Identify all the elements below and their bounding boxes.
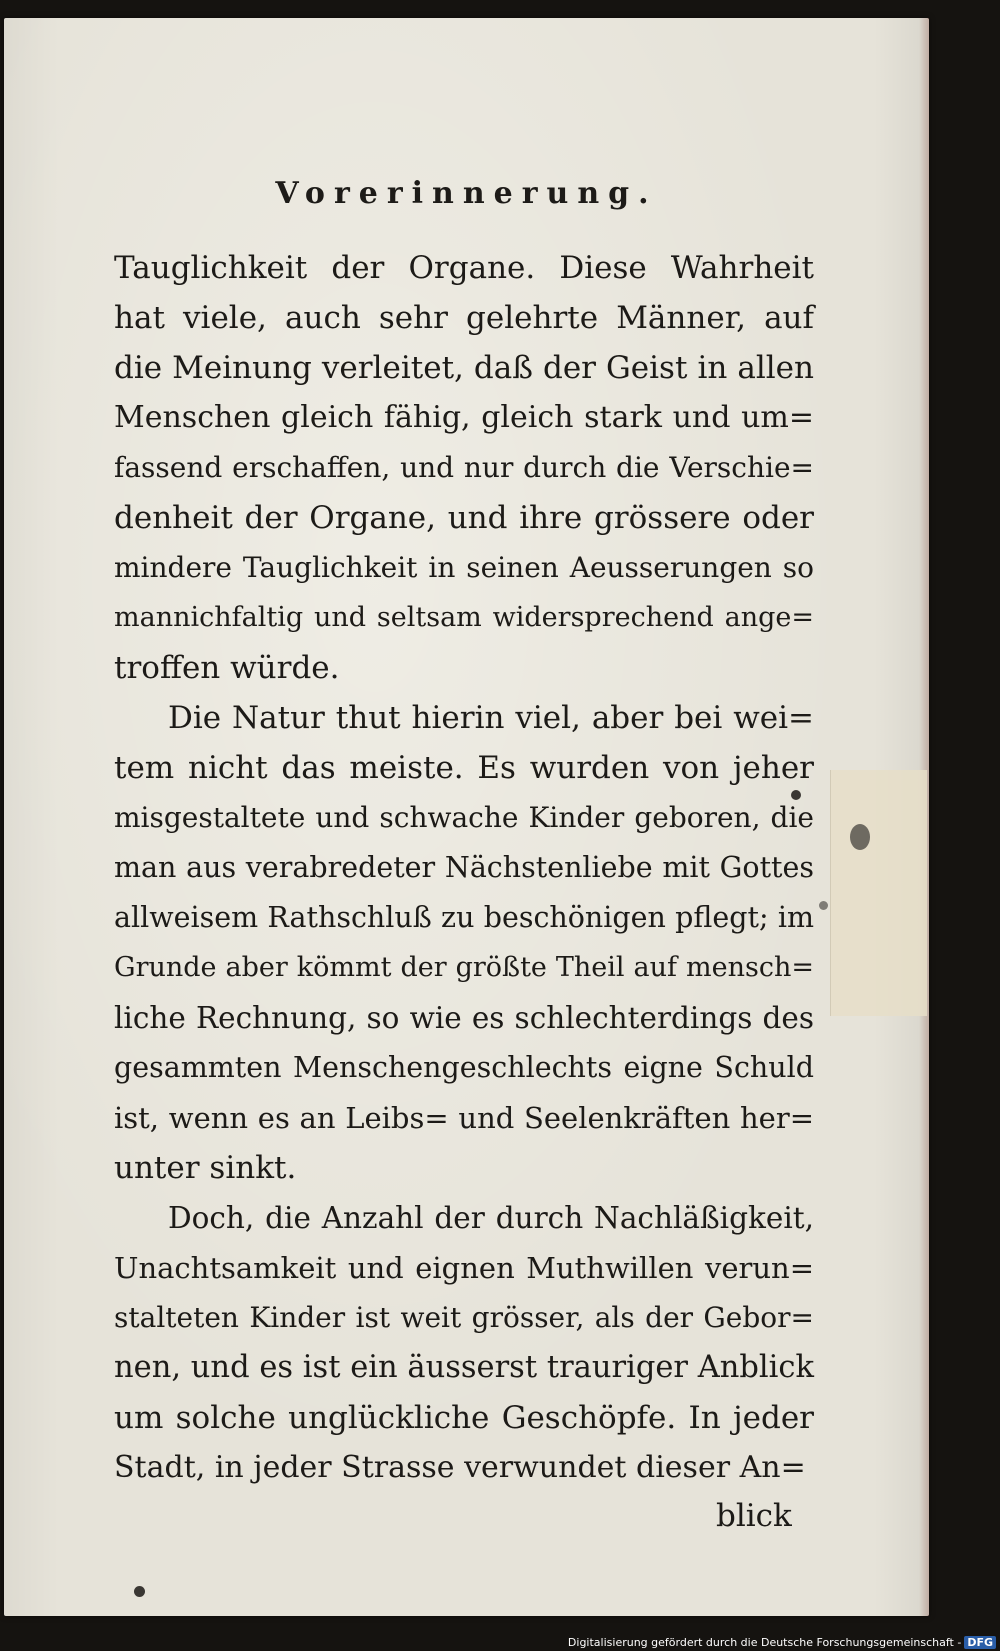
paper-patch <box>830 770 927 1016</box>
running-head: Vorerinnerung. <box>275 176 658 211</box>
text-line: Stadt, in jeder Strasse verwundet dieser An= <box>114 1450 806 1485</box>
text-line: Grunde aber kömmt der größte Theil auf mensch= <box>114 952 814 983</box>
text-line: allweisem Rathschluß zu beschönigen pflegt; im <box>114 901 814 934</box>
catchword: blick <box>716 1498 792 1534</box>
text-line: Die Natur thut hierin viel, aber bei wei= <box>168 700 814 736</box>
text-line: fassend erschaffen, und nur durch die Verschie= <box>114 451 814 484</box>
text-line: stalteten Kinder ist weit grösser, als der Gebor= <box>114 1301 814 1334</box>
text-line: denheit der Organe, und ihre grössere oder <box>114 500 814 536</box>
text-line: die Meinung verleitet, daß der Geist in allen <box>114 350 814 386</box>
body-text <box>114 243 814 1493</box>
text-line: Doch, die Anzahl der durch Nachläßigkeit, <box>168 1201 814 1235</box>
text-line: misgestaltete und schwache Kinder geboren, die <box>114 801 814 834</box>
text-line: hat viele, auch sehr gelehrte Männer, auf <box>114 300 814 336</box>
text-line: Tauglichkeit der Organe. Diese Wahrheit <box>114 250 814 286</box>
text-line: unter sinkt. <box>114 1150 297 1186</box>
ink-spot <box>134 1586 145 1597</box>
text-line: ist, wenn es an Leibs= und Seelenkräften her= <box>114 1101 814 1135</box>
ink-spot <box>850 824 870 850</box>
credit-text: Digitalisierung gefördert durch die Deutsche Forschungsgemeinschaft - <box>567 1636 962 1649</box>
text-line: troffen würde. <box>114 650 340 686</box>
ink-spot <box>819 901 828 910</box>
text-line: um solche unglückliche Geschöpfe. In jeder <box>114 1400 814 1436</box>
text-line: mindere Tauglichkeit in seinen Aeusserungen so <box>114 551 814 584</box>
text-line: Menschen gleich fähig, gleich stark und um= <box>114 400 814 435</box>
digitization-credit <box>568 1636 996 1649</box>
book-page <box>4 18 929 1616</box>
text-line: nen, und es ist ein äusserst trauriger Anblick <box>114 1350 814 1385</box>
text-line: tem nicht das meiste. Es wurden von jeher <box>114 750 814 786</box>
dfg-logo: DFG <box>964 1636 996 1649</box>
text-line: mannichfaltig und seltsam widersprechend ange= <box>114 602 814 633</box>
text-line: gesammten Menschengeschlechts eigne Schuld <box>114 1051 814 1084</box>
text-line: man aus verabredeter Nächstenliebe mit Gottes <box>114 851 814 884</box>
text-line: Unachtsamkeit und eignen Muthwillen verun= <box>114 1251 814 1285</box>
text-line: liche Rechnung, so wie es schlechterdings des <box>114 1001 814 1035</box>
